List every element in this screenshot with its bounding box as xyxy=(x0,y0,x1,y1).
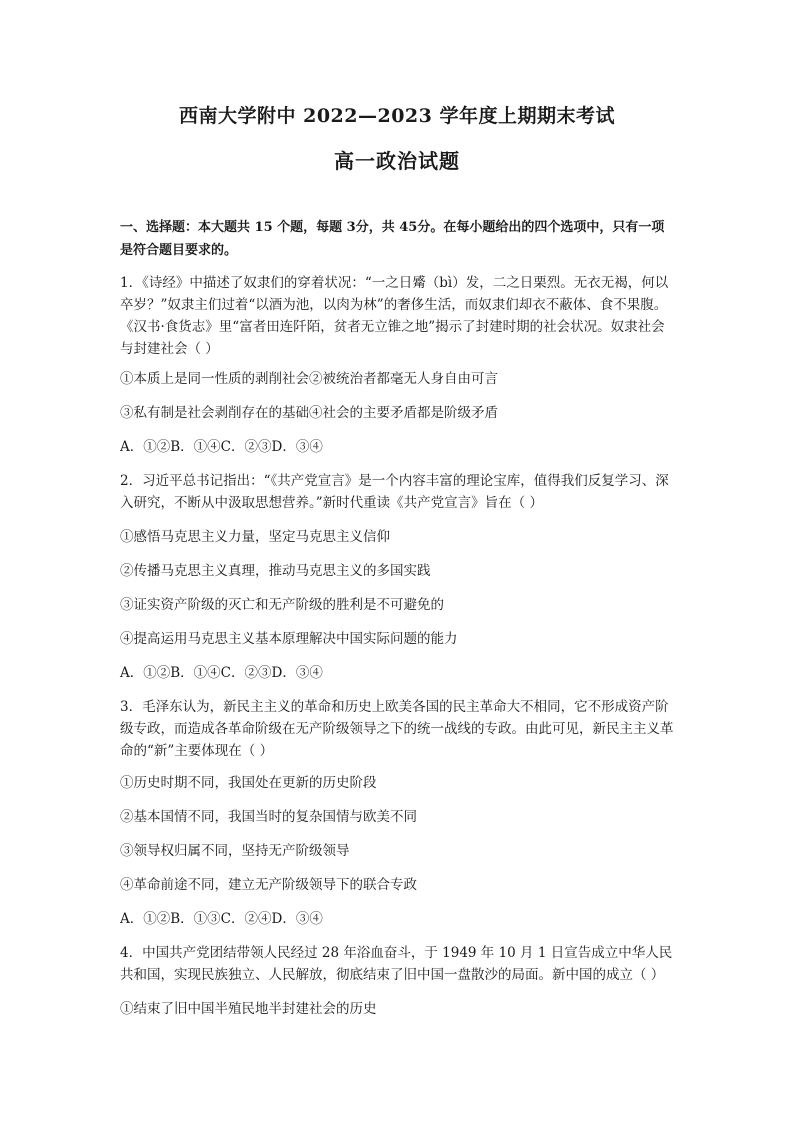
question-1-options: A．①②B．①④C．②③D．③④ xyxy=(120,439,323,455)
question-2-options: A．①②B．①④C．②③D．③④ xyxy=(120,665,323,681)
question-2-item-3: ③证实资产阶级的灭亡和无产阶级的胜利是不可避免的 xyxy=(120,597,444,613)
question-2-item-2: ②传播马克思主义真理，推动马克思主义的多国实践 xyxy=(120,563,431,579)
question-3-item-1: ①历史时期不同，我国处在更新的历史阶段 xyxy=(120,775,377,791)
question-3-item-2: ②基本国情不同，我国当时的复杂国情与欧美不同 xyxy=(120,809,417,825)
question-3-stem: 3．毛泽东认为，新民主主义的革命和历史上欧美各国的民主革命大不相同，它不形成资产阶级专政，而造成各革命阶级在无产阶级领导之下的统一战线的专政。由此可见，新民主主义革命的“新”主要体现在（ ） xyxy=(120,699,674,759)
question-2-stem: 2．习近平总书记指出：“《共产党宣言》是一个内容丰富的理论宝库，值得我们反复学习、深入研究，不断从中汲取思想营养。”新时代重读《共产党宣言》旨在（ ） xyxy=(120,473,669,511)
question-3-item-4: ④革命前途不同，建立无产阶级领导下的联合专政 xyxy=(120,877,417,893)
exam-subtitle: 高一政治试题 xyxy=(334,149,460,173)
question-2-item-1: ①感悟马克思主义力量，坚定马克思主义信仰 xyxy=(120,529,390,545)
question-1-item-1: ①本质上是同一性质的剥削社会②被统治者都毫无人身自由可言 xyxy=(120,371,498,387)
question-1-stem: 1．《诗经》中描述了奴隶们的穿着状况：“一之日觱（bì）发，二之日栗烈。无衣无褐，何以卒岁？”奴隶主们过着“以酒为池，以肉为林”的奢侈生活，而奴隶们却衣不蔽体、食不果腹。《汉书·食货志》里“富者田连阡陌，贫者无立锥之地”揭示了封建时期的社会状况。奴隶社会与封建社会（ ） xyxy=(120,275,669,357)
question-1-item-2: ③私有制是社会剥削存在的基础④社会的主要矛盾都是阶级矛盾 xyxy=(120,405,498,421)
question-3-item-3: ③领导权归属不同，坚持无产阶级领导 xyxy=(120,843,350,859)
exam-title: 西南大学附中 2022—2023 学年度上期期末考试 xyxy=(179,105,615,127)
question-2-item-4: ④提高运用马克思主义基本原理解决中国实际问题的能力 xyxy=(120,631,458,647)
question-4-stem: 4．中国共产党团结带领人民经过 28 年浴血奋斗，于 1949 年 10 月 1 日宣告成立中华人民共和国，实现民族独立、人民解放，彻底结束了旧中国一盘散沙的局面。新中国的成立（ ） xyxy=(120,945,673,983)
section-heading: 一、选择题：本大题共 15 个题，每题 3分，共 45分。在每小题给出的四个选项中，只有一项 是符合题目要求的。 xyxy=(120,220,665,258)
question-4-item-1: ①结束了旧中国半殖民地半封建社会的历史 xyxy=(120,1001,377,1017)
question-3-options: A．①②B．①③C．②④D．③④ xyxy=(120,911,323,927)
